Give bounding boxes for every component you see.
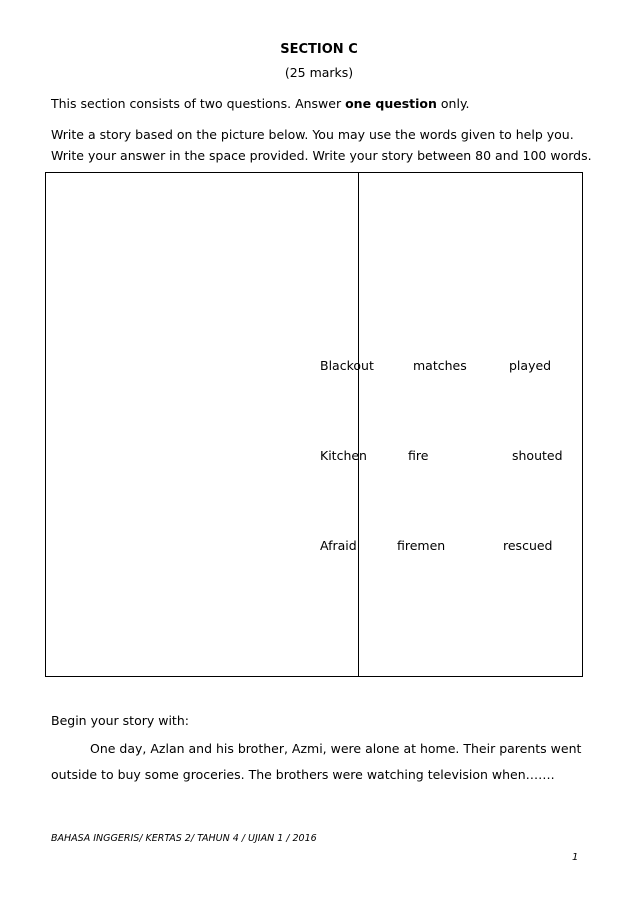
helper-word: played xyxy=(509,358,552,373)
instruction-line-2: Write a story based on the picture below. You may use the words given to help you. xyxy=(51,127,574,142)
helper-word: Afraid xyxy=(320,538,357,553)
helper-word: shouted xyxy=(512,448,563,463)
box-divider xyxy=(358,173,359,676)
helper-word: matches xyxy=(413,358,467,373)
story-opening-line-2: outside to buy some groceries. The brothers were watching television when……. xyxy=(51,767,555,782)
helper-word: Kitchen xyxy=(320,448,367,463)
section-title: SECTION C xyxy=(280,42,358,57)
instruction-text: This section consists of two questions. Answer xyxy=(51,96,346,111)
story-begin-label: Begin your story with: xyxy=(51,713,189,728)
helper-word: firemen xyxy=(397,538,446,553)
helper-word: fire xyxy=(408,448,429,463)
page-footer: BAHASA INGGERIS/ KERTAS 2/ TAHUN 4 / UJIAN 1 / 2016 xyxy=(51,833,317,844)
instruction-line-1 xyxy=(51,96,470,111)
page-number: 1 xyxy=(572,852,579,863)
instruction-text-end: only. xyxy=(436,96,470,111)
helper-word: Blackout xyxy=(320,358,374,373)
picture-and-words-box xyxy=(45,172,583,677)
picture-area xyxy=(46,173,358,676)
section-marks: (25 marks) xyxy=(284,65,354,80)
story-opening-line-1: One day, Azlan and his brother, Azmi, were alone at home. Their parents went xyxy=(90,741,582,756)
helper-word: rescued xyxy=(503,538,553,553)
instruction-line-3: Write your answer in the space provided. Write your story between 80 and 100 words. xyxy=(51,148,592,163)
instruction-emphasis: one question xyxy=(345,96,437,111)
